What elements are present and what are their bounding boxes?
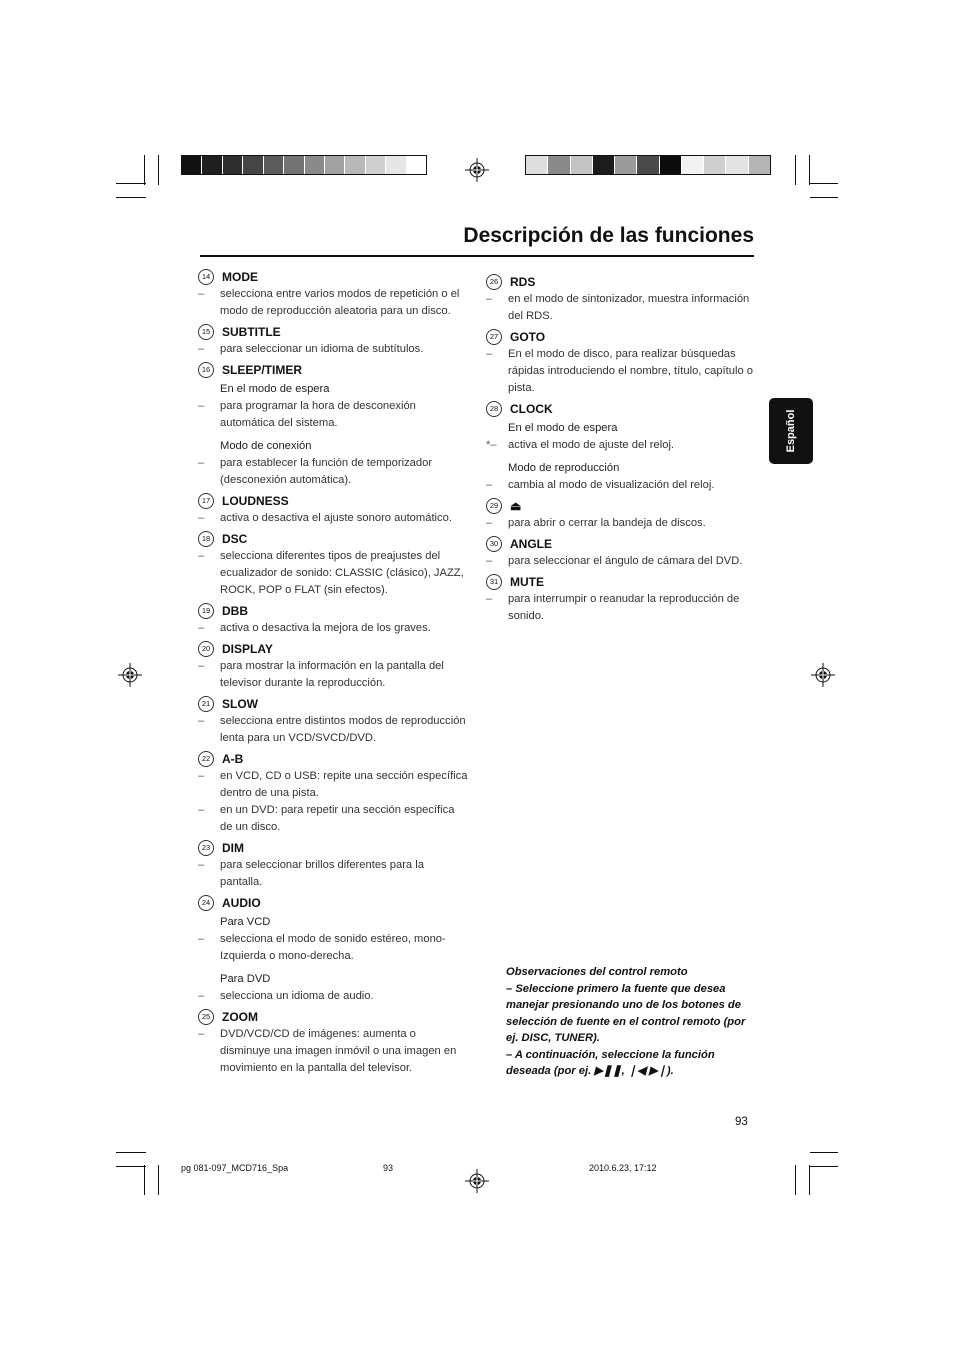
- item-number-icon: 31: [486, 574, 502, 590]
- bullet-text: para seleccionar brillos diferentes para la pantalla.: [220, 859, 424, 888]
- function-name: CLOCK: [510, 402, 553, 416]
- spacer: [198, 965, 468, 969]
- function-item: [198, 695, 468, 747]
- item-number-icon: 25: [198, 1009, 214, 1025]
- function-item: [198, 894, 468, 1005]
- color-swatch: [284, 156, 304, 174]
- function-heading: [198, 602, 468, 620]
- function-item: [198, 1008, 468, 1077]
- function-heading: [198, 640, 468, 658]
- function-name: ANGLE: [510, 537, 552, 551]
- color-swatch: [682, 156, 704, 174]
- footer-page: 93: [383, 1163, 394, 1173]
- bullet-text: selecciona entre varios modos de repetición o el modo de reproducción aleatoria para un disco.: [220, 288, 460, 317]
- bullet-text: para interrumpir o reanudar la reproducción de sonido.: [508, 593, 740, 622]
- bullet-text: En el modo de disco, para realizar búsquedas rápidas introduciendo el nombre, título, capítulo o pista.: [508, 348, 754, 394]
- function-item: [486, 273, 756, 325]
- page-number: 93: [735, 1116, 748, 1128]
- function-heading: [486, 273, 756, 291]
- notes-line: – Seleccione primero la fuente que desea manejar presionando uno de los botones de selección de fuente en el control remoto (por ej. DISC, TUNER).: [506, 982, 746, 1044]
- function-name: MUTE: [510, 575, 544, 589]
- bullet-text: para abrir o cerrar la bandeja de discos.: [508, 517, 706, 529]
- bullet-dash: –: [198, 933, 205, 945]
- crop-mark: [116, 183, 146, 184]
- bullet-text: en VCD, CD o USB: repite una sección específica dentro de una pista.: [220, 770, 468, 799]
- bullet-line: [486, 437, 756, 454]
- color-swatch: [223, 156, 243, 174]
- bullet-line: [198, 398, 468, 432]
- footer-date: 2010.6.23, 17:12: [589, 1163, 657, 1173]
- function-name: GOTO: [510, 330, 546, 344]
- bullet-dash: –: [198, 512, 205, 524]
- bullet-line: [198, 768, 468, 802]
- notes-heading: Observaciones del control remoto: [506, 966, 688, 978]
- function-name: SLOW: [222, 697, 258, 711]
- bullet-text: para programar la hora de desconexión automática del sistema.: [220, 400, 416, 429]
- color-swatch: [593, 156, 615, 174]
- bullet-text: activa o desactiva la mejora de los graves.: [220, 622, 431, 634]
- item-number-icon: 27: [486, 329, 502, 345]
- function-item: [198, 602, 468, 637]
- crop-mark: [810, 197, 838, 198]
- bullet-line: [486, 553, 756, 570]
- item-number-icon: 29: [486, 498, 502, 514]
- color-swatch: [526, 156, 548, 174]
- bullet-text: DVD/VCD/CD de imágenes: aumenta o disminuye una imagen inmóvil o una imagen en movimiento en la pantalla del televisor.: [220, 1028, 457, 1074]
- function-heading: [486, 497, 756, 515]
- registration-mark-icon: [811, 663, 835, 687]
- bullet-line: [198, 455, 468, 489]
- item-number-icon: 23: [198, 840, 214, 856]
- function-heading: [198, 695, 468, 713]
- color-swatch: [571, 156, 593, 174]
- bullet-text: para mostrar la información en la pantalla del televisor durante la reproducción.: [220, 660, 444, 689]
- function-heading: [198, 894, 468, 912]
- function-item: [486, 573, 756, 625]
- crop-mark: [810, 1152, 838, 1153]
- color-swatch: [366, 156, 386, 174]
- function-name: ⏏: [510, 499, 522, 513]
- bullet-line: [198, 931, 468, 965]
- function-name: SUBTITLE: [222, 325, 281, 339]
- bullet-dash: –: [486, 555, 493, 567]
- mode-subheading: En el modo de espera: [220, 383, 330, 395]
- bullet-dash: –: [198, 715, 205, 727]
- color-swatch: [749, 156, 770, 174]
- crop-mark: [116, 1166, 146, 1167]
- bullet-line: [486, 477, 756, 494]
- color-swatch: [726, 156, 748, 174]
- function-heading: [198, 323, 468, 341]
- bullet-line: [198, 857, 468, 891]
- color-swatch: [243, 156, 263, 174]
- function-heading: [198, 268, 468, 286]
- item-number-icon: 20: [198, 641, 214, 657]
- bullet-text: para seleccionar el ángulo de cámara del DVD.: [508, 555, 743, 567]
- bullet-dash: –: [486, 293, 493, 305]
- bullet-dash: –: [198, 990, 205, 1002]
- crop-mark: [810, 183, 838, 184]
- crop-mark: [795, 1165, 796, 1195]
- registration-mark-icon: [118, 663, 142, 687]
- function-name: DIM: [222, 841, 244, 855]
- color-swatch: [182, 156, 202, 174]
- bullet-line: [198, 286, 468, 320]
- function-name: ZOOM: [222, 1010, 258, 1024]
- function-item: [486, 400, 756, 494]
- function-item: [198, 492, 468, 527]
- color-swatch: [407, 156, 426, 174]
- color-swatch: [660, 156, 682, 174]
- item-number-icon: 30: [486, 536, 502, 552]
- bullet-dash: –: [198, 859, 205, 871]
- function-name: DISPLAY: [222, 642, 273, 656]
- function-name: AUDIO: [222, 896, 261, 910]
- crop-mark: [144, 1165, 145, 1195]
- function-item: [198, 361, 468, 489]
- function-heading: [198, 530, 468, 548]
- item-number-icon: 14: [198, 269, 214, 285]
- function-heading: [486, 328, 756, 346]
- item-number-icon: 22: [198, 751, 214, 767]
- crop-mark: [810, 1166, 838, 1167]
- color-swatch: [637, 156, 659, 174]
- bullet-line: [198, 658, 468, 692]
- item-number-icon: 28: [486, 401, 502, 417]
- bullet-dash: –: [198, 550, 205, 562]
- function-item: [486, 535, 756, 570]
- crop-mark: [158, 1165, 159, 1195]
- page-title: Descripción de las funciones: [463, 224, 754, 247]
- color-swatch: [615, 156, 637, 174]
- bullet-text: activa o desactiva el ajuste sonoro automático.: [220, 512, 452, 524]
- remote-notes: [506, 964, 760, 1080]
- title-rule: [200, 255, 754, 257]
- function-item: [198, 640, 468, 692]
- function-item: [198, 530, 468, 599]
- function-heading: [198, 361, 468, 379]
- function-heading: [486, 535, 756, 553]
- bullet-line: [198, 620, 468, 637]
- crop-mark: [795, 155, 796, 185]
- bullet-dash: –: [198, 457, 205, 469]
- function-name: DBB: [222, 604, 248, 618]
- function-item: [486, 328, 756, 397]
- color-bar-right: [525, 155, 771, 175]
- bullet-text: selecciona entre distintos modos de reproducción lenta para un VCD/SVCD/DVD.: [220, 715, 466, 744]
- bullet-line: [198, 510, 468, 527]
- function-heading: [198, 1008, 468, 1026]
- mode-subheading: Para DVD: [220, 973, 271, 985]
- item-number-icon: 16: [198, 362, 214, 378]
- bullet-dash: –: [198, 400, 205, 412]
- bullet-line: [486, 291, 756, 325]
- language-tab: [769, 398, 813, 464]
- crop-mark: [809, 1165, 810, 1195]
- color-bar-left: [181, 155, 427, 175]
- bullet-text: en el modo de sintonizador, muestra información del RDS.: [508, 293, 750, 322]
- item-number-icon: 18: [198, 531, 214, 547]
- item-number-icon: 19: [198, 603, 214, 619]
- notes-line: – A continuación, seleccione la función deseada (por ej. ▶❚❚, ❘◀ ▶❘).: [506, 1048, 715, 1077]
- color-swatch: [704, 156, 726, 174]
- function-heading: [198, 750, 468, 768]
- bullet-dash: –: [198, 343, 205, 355]
- right-column: [486, 273, 756, 628]
- bullet-dash: –: [486, 479, 493, 491]
- spacer: [486, 454, 756, 458]
- crop-mark: [809, 155, 810, 185]
- function-name: LOUDNESS: [222, 494, 289, 508]
- function-name: MODE: [222, 270, 258, 284]
- function-item: [198, 839, 468, 891]
- bullet-dash: –: [198, 660, 205, 672]
- bullet-text: para establecer la función de temporizador (desconexión automática).: [220, 457, 433, 486]
- bullet-text: para seleccionar un idioma de subtítulos.: [220, 343, 424, 355]
- item-number-icon: 15: [198, 324, 214, 340]
- bullet-text: selecciona un idioma de audio.: [220, 990, 374, 1002]
- crop-mark: [116, 1152, 146, 1153]
- bullet-text: selecciona diferentes tipos de preajustes del ecualizador de sonido: CLASSIC (clásico), JAZZ, ROCK, POP o FLAT (sin efectos).: [220, 550, 464, 596]
- bullet-line: [486, 591, 756, 625]
- function-name: A-B: [222, 752, 244, 766]
- mode-subheading: Modo de reproducción: [508, 462, 620, 474]
- function-name: RDS: [510, 275, 536, 289]
- bullet-text: en un DVD: para repetir una sección específica de un disco.: [220, 804, 455, 833]
- mode-subheading: En el modo de espera: [508, 422, 618, 434]
- bullet-dash: –: [486, 348, 493, 360]
- function-item: [486, 497, 756, 532]
- function-heading: [486, 400, 756, 418]
- mode-subheading: Modo de conexión: [220, 440, 312, 452]
- item-number-icon: 24: [198, 895, 214, 911]
- mode-subheading: Para VCD: [220, 916, 271, 928]
- bullet-line: [486, 515, 756, 532]
- left-column: [198, 268, 468, 1080]
- bullet-dash: –: [486, 517, 493, 529]
- function-name: SLEEP/TIMER: [222, 363, 303, 377]
- color-swatch: [386, 156, 406, 174]
- function-item: [198, 750, 468, 836]
- bullet-line: [198, 548, 468, 599]
- crop-mark: [116, 197, 146, 198]
- bullet-dash: –: [198, 622, 205, 634]
- color-swatch: [345, 156, 365, 174]
- color-swatch: [202, 156, 222, 174]
- bullet-line: [486, 346, 756, 397]
- function-name: DSC: [222, 532, 248, 546]
- crop-mark: [144, 155, 145, 185]
- language-tab-label: Español: [785, 409, 797, 453]
- spacer: [198, 432, 468, 436]
- bullet-dash: –: [198, 288, 205, 300]
- crop-mark: [158, 155, 159, 185]
- bullet-dash: –: [198, 804, 205, 816]
- registration-mark-icon: [465, 1169, 489, 1193]
- item-number-icon: 17: [198, 493, 214, 509]
- bullet-text: selecciona el modo de sonido estéreo, mono-Izquierda o mono-derecha.: [220, 933, 446, 962]
- function-item: [198, 268, 468, 320]
- color-swatch: [548, 156, 570, 174]
- bullet-line: [198, 1026, 468, 1077]
- bullet-line: [198, 713, 468, 747]
- function-heading: [198, 839, 468, 857]
- bullet-dash: *–: [486, 439, 497, 451]
- function-heading: [486, 573, 756, 591]
- bullet-line: [198, 341, 468, 358]
- bullet-dash: –: [486, 593, 493, 605]
- color-swatch: [325, 156, 345, 174]
- bullet-line: [198, 988, 468, 1005]
- bullet-line: [198, 802, 468, 836]
- item-number-icon: 26: [486, 274, 502, 290]
- registration-mark-icon: [465, 158, 489, 182]
- color-swatch: [305, 156, 325, 174]
- bullet-dash: –: [198, 1028, 205, 1040]
- function-item: [198, 323, 468, 358]
- bullet-text: cambia al modo de visualización del reloj.: [508, 479, 715, 491]
- item-number-icon: 21: [198, 696, 214, 712]
- bullet-text: activa el modo de ajuste del reloj.: [508, 439, 675, 451]
- color-swatch: [264, 156, 284, 174]
- footer-file: pg 081-097_MCD716_Spa: [181, 1163, 289, 1173]
- function-heading: [198, 492, 468, 510]
- bullet-dash: –: [198, 770, 205, 782]
